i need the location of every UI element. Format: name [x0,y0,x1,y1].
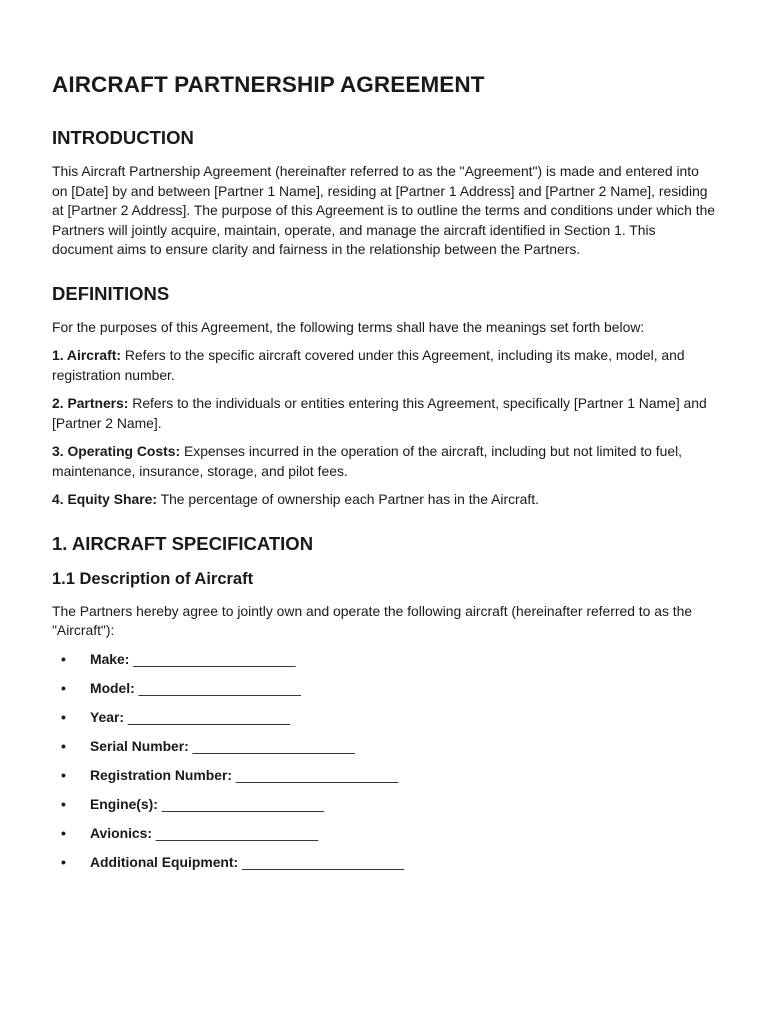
field-blank: _____________________ [123,708,291,725]
field-blank: _____________________ [157,795,325,812]
introduction-section [52,126,718,260]
field-serial-number [52,737,718,766]
bullet-icon: • [61,708,66,725]
field-blank: _____________________ [188,737,355,754]
definition-term: 1. Aircraft: [52,347,121,363]
field-blank: _____________________ [232,766,399,783]
aircraft-fields-list [52,650,718,882]
bullet-icon: • [61,650,66,667]
document-title: AIRCRAFT PARTNERSHIP AGREEMENT [52,72,485,97]
field-label: Make: [90,650,130,667]
field-blank: _____________________ [238,853,405,870]
definition-text: The percentage of ownership each Partner has in the Aircraft. [156,491,539,507]
definition-text: Refers to the individuals or entities entering this Agreement, specifically [Partner 1 Name] and [Partner 2 Name]. [52,395,707,431]
definition-item-operating-costs [52,442,718,481]
introduction-paragraph: This Aircraft Partnership Agreement (hereinafter referred to as the "Agreement") is made and entered into on [Date] by and between [Partner 1 Name], residing at [Partner 1 Address] and [Partner 2 Name], residing at [Partner 2 Address]. The purpose of this Agreement is to outline the terms and conditions under which the Partners will jointly acquire, maintain, operate, and manage the aircraft identified in Section 1. This document aims to ensure clarity and fairness in the relationship between the Partners. [52,163,716,257]
field-engines [52,795,718,824]
field-label: Engine(s): [90,795,158,812]
definition-item-equity-share [52,490,718,510]
description-of-aircraft-heading: 1.1 Description of Aircraft [52,569,254,588]
field-label: Avionics: [90,824,153,841]
field-blank: _____________________ [134,679,301,696]
bullet-icon: • [61,853,66,870]
field-blank: _____________________ [152,824,319,841]
aircraft-specification-heading: 1. AIRCRAFT SPECIFICATION [52,532,314,554]
definition-text: Refers to the specific aircraft covered under this Agreement, including its make, model, and registration number. [52,347,685,383]
field-additional-equipment [52,853,718,882]
field-year [52,708,718,737]
field-label: Model: [90,679,135,696]
field-model [52,679,718,708]
introduction-heading: INTRODUCTION [52,127,194,148]
definition-term: 3. Operating Costs: [52,443,181,459]
definitions-intro: For the purposes of this Agreement, the following terms shall have the meanings set forth below: [52,318,645,335]
field-avionics [52,824,718,853]
field-label: Additional Equipment: [90,853,239,870]
field-label: Year: [90,708,124,725]
definition-text: Expenses incurred in the operation of the aircraft, including but not limited to fuel, maintenance, insurance, storage, and pilot fees. [52,443,683,479]
field-make [52,650,718,679]
field-registration-number [52,766,718,795]
bullet-icon: • [61,795,66,812]
aircraft-specification-section [52,532,718,882]
bullet-icon: • [61,766,66,783]
field-blank: _____________________ [129,650,296,667]
definitions-section [52,282,718,510]
definition-term: 2. Partners: [52,395,129,411]
definition-term: 4. Equity Share: [52,491,157,507]
definition-item-partners [52,394,718,433]
field-label: Serial Number: [90,737,189,754]
field-label: Registration Number: [90,766,233,783]
description-of-aircraft-paragraph: The Partners hereby agree to jointly own and operate the following aircraft (hereinafter referred to as the "Aircraft"): [52,602,693,638]
bullet-icon: • [61,824,66,841]
definitions-heading: DEFINITIONS [52,282,170,304]
bullet-icon: • [61,737,66,754]
bullet-icon: • [61,679,66,696]
definition-item-aircraft [52,346,718,385]
